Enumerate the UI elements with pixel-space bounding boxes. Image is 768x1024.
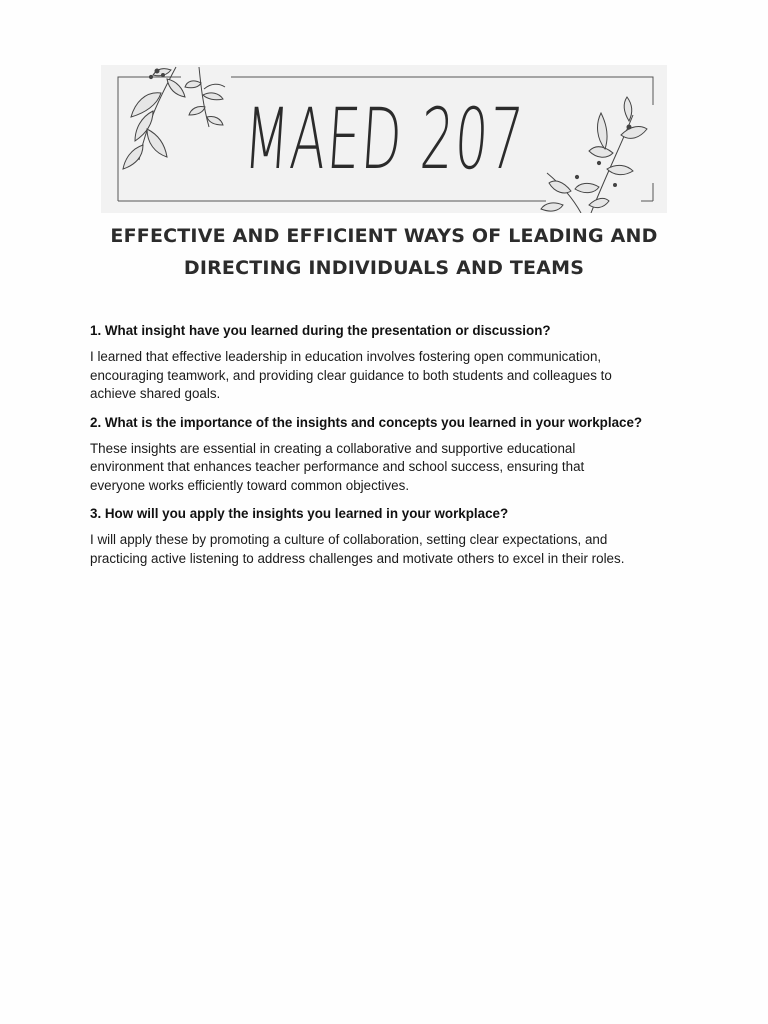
qa-item [90,504,690,568]
answer-line: I will apply these by promoting a culture of collaboration, setting clear expectations, and [90,532,608,547]
answer-line: practicing active listening to address challenges and motivate others to excel in their roles. [90,550,625,566]
answer-line: These insights are essential in creating a collaborative and supportive educational [90,440,576,456]
answer-text [90,531,690,568]
answer-line: everyone works efficiently toward common objectives. [90,477,410,493]
answer-line: encouraging teamwork, and providing clear guidance to both students and colleagues to [90,367,612,383]
title-banner [101,65,667,213]
question-text: 1. What insight have you learned during the presentation or discussion? [90,323,551,338]
qa-item [90,321,690,404]
page-title [80,220,688,284]
answer-text [90,440,690,496]
question-text: 3. How will you apply the insights you learned in your workplace? [90,506,509,521]
page-title-line: EFFECTIVE AND EFFICIENT WAYS OF LEADING AND [110,225,658,247]
question-answer-list [90,321,690,577]
banner-title: MAED 207 [241,90,527,188]
answer-line: environment that enhances teacher performance and school success, ensuring that [90,459,585,474]
answer-line: I learned that effective leadership in education involves fostering open communication, [90,349,602,364]
question-text: 2. What is the importance of the insights and concepts you learned in your workplace? [90,414,643,430]
page-title-line: DIRECTING INDIVIDUALS AND TEAMS [183,257,585,279]
qa-item [90,413,690,496]
answer-text [90,348,690,404]
answer-line: achieve shared goals. [90,386,221,401]
